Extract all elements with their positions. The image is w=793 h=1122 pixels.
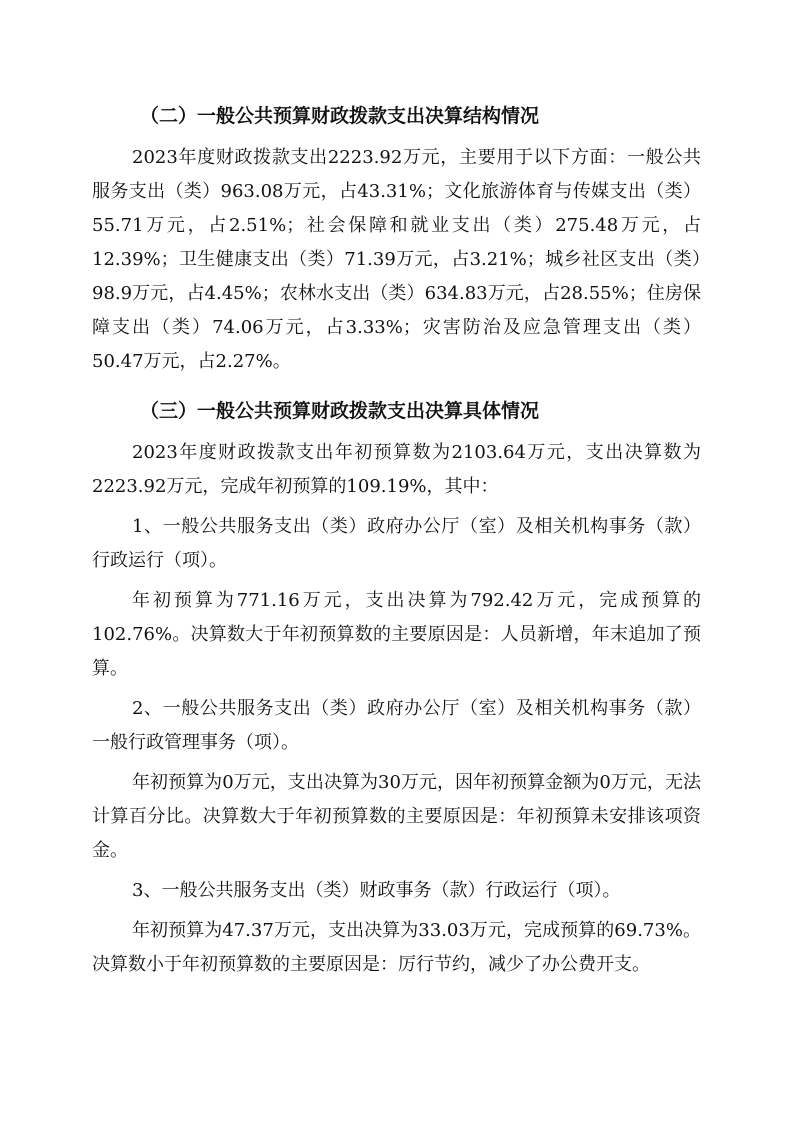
section-heading: （三）一般公共预算财政拨款支出决算具体情况 <box>140 400 540 422</box>
paragraph: 年初预算为771.16万元，支出决算为792.42万元，完成预算的102.76%。决算数大于年初预算数的主要原因是：人员新增，年末追加了预算。 <box>92 590 701 679</box>
section-expenditure-structure <box>92 104 701 379</box>
paragraph: 2023年度财政拨款支出2223.92万元，主要用于以下方面：一般公共服务支出（类）963.08万元，占43.31%；文化旅游体育与传媒支出（类）55.71万元，占2.51%；社会保障和就业支出（类）275.48万元，占12.39%；卫生健康支出（类）71.39万元，占3.21%；城乡社区支出（类）98.9万元，占4.45%；农林水支出（类）634.83万元，占28.55%；住房保障支出（类）74.06万元，占3.33%；灾害防治及应急管理支出（类）50.47万元，占2.27%。 <box>92 147 701 372</box>
paragraph: 年初预算为47.37万元，支出决算为33.03万元，完成预算的69.73%。决算数小于年初预算数的主要原因是：厉行节约，减少了办公费开支。 <box>92 920 701 975</box>
item-title: 2、一般公共服务支出（类）政府办公厅（室）及相关机构事务（款）一般行政管理事务（项）。 <box>92 698 701 753</box>
section-heading: （二）一般公共预算财政拨款支出决算结构情况 <box>140 105 540 127</box>
item-title: 1、一般公共服务支出（类）政府办公厅（室）及相关机构事务（款）行政运行（项）。 <box>92 516 701 571</box>
section-expenditure-details <box>92 399 701 982</box>
item-title: 3、一般公共服务支出（类）财政事务（款）行政运行（项）。 <box>132 880 621 901</box>
paragraph: 2023年度财政拨款支出年初预算数为2103.64万元，支出决算数为2223.92万元，完成年初预算的109.19%，其中： <box>92 442 701 497</box>
paragraph: 年初预算为0万元，支出决算为30万元，因年初预算金额为0万元，无法计算百分比。决算数大于年初预算数的主要原因是：年初预算未安排该项资金。 <box>92 772 701 861</box>
